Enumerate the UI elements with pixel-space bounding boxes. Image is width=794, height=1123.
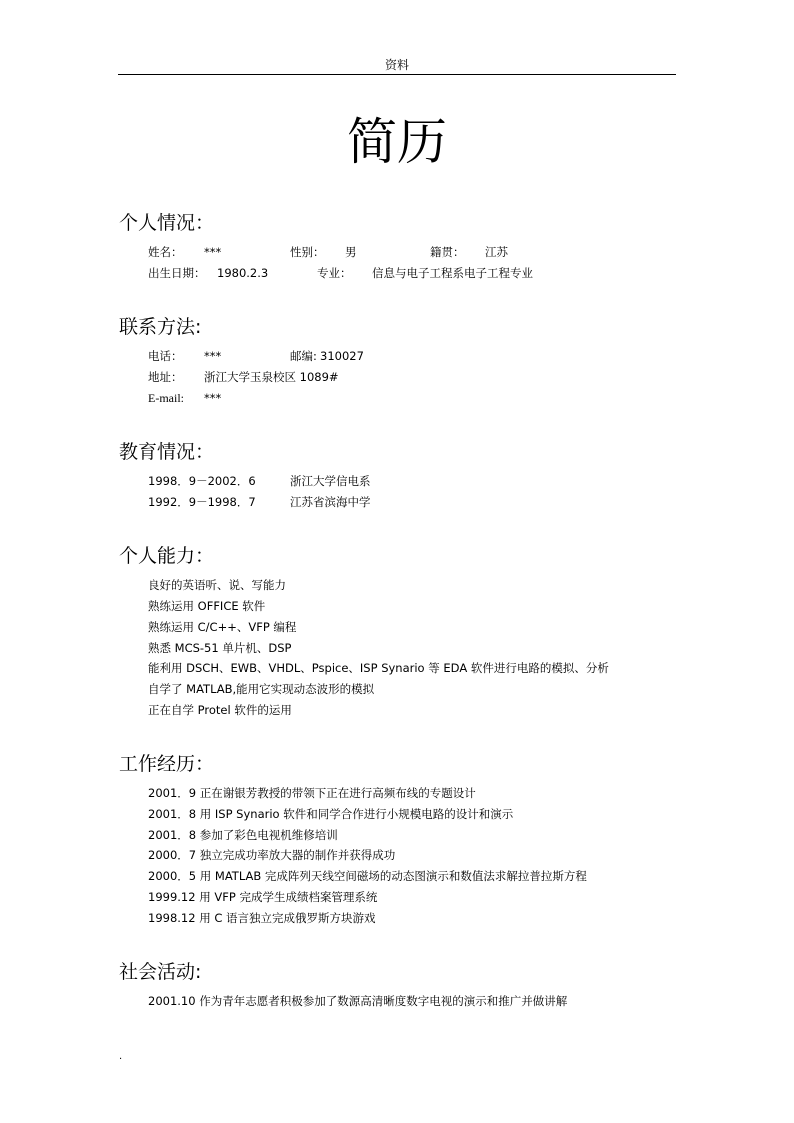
work-item: 2001．8 用 ISP Synario 软件和同学合作进行小规模电路的设计和演示 — [148, 807, 514, 821]
section-heading-education: 教育情况： — [119, 441, 215, 463]
origin-label: 籍贯： — [430, 245, 465, 259]
work-item: 2001．8 参加了彩色电视机维修培训 — [148, 828, 338, 842]
zip-label: 邮编: — [290, 349, 317, 363]
page-header: 资料 — [118, 56, 676, 75]
work-item: 1998.12 用 C 语言独立完成俄罗斯方块游戏 — [148, 911, 376, 925]
work-item: 2000．7 独立完成功率放大器的制作并获得成功 — [148, 848, 396, 862]
email-value: *** — [204, 391, 222, 405]
page-title: 简历 — [347, 113, 447, 171]
education-period: 1998．9－2002．6 — [148, 474, 256, 488]
skill-item: 熟练运用 C/C++、VFP 编程 — [148, 620, 297, 634]
work-item: 2001．9 正在谢银芳教授的带领下正在进行高频布线的专题设计 — [148, 786, 476, 800]
phone-label: 电话： — [148, 349, 183, 363]
work-item: 2000．5 用 MATLAB 完成阵列天线空间磁场的动态图演示和数值法求解拉普拉斯方程 — [148, 869, 587, 883]
section-heading-work: 工作经历： — [119, 753, 215, 775]
education-period: 1992．9－1998．7 — [148, 495, 256, 509]
section-heading-skills: 个人能力： — [119, 545, 215, 567]
skill-item: 熟练运用 OFFICE 软件 — [148, 599, 266, 613]
skill-item: 正在自学 Protel 软件的运用 — [148, 703, 292, 717]
birth-label: 出生日期： — [148, 266, 206, 280]
address-value: 浙江大学玉泉校区 1089# — [204, 370, 339, 384]
social-item: 2001.10 作为青年志愿者积极参加了数源高清晰度数字电视的演示和推广并做讲解 — [148, 994, 568, 1008]
section-heading-personal: 个人情况： — [119, 212, 215, 234]
phone-value: *** — [204, 349, 222, 363]
gender-label: 性别： — [290, 245, 325, 259]
skill-item: 熟悉 MCS-51 单片机、DSP — [148, 641, 292, 655]
zip-value: 310027 — [320, 349, 364, 363]
skill-item: 自学了 MATLAB,能用它实现动态波形的模拟 — [148, 682, 375, 696]
name-label: 姓名： — [148, 245, 183, 259]
skill-item: 良好的英语听、说、写能力 — [148, 578, 286, 592]
major-value: 信息与电子工程系电子工程专业 — [372, 266, 533, 280]
skill-item: 能利用 DSCH、EWB、VHDL、Pspice、ISP Synario 等 EDA 软件进行电路的模拟、分析 — [148, 661, 609, 675]
email-label: E-mail: — [148, 391, 184, 405]
origin-value: 江苏 — [485, 245, 508, 259]
section-heading-contact: 联系方法: — [119, 316, 202, 338]
section-heading-social: 社会活动: — [119, 961, 202, 983]
birth-value: 1980.2.3 — [217, 266, 269, 280]
name-value: *** — [204, 245, 222, 259]
footer-mark: . — [119, 1051, 123, 1062]
gender-value: 男 — [345, 245, 357, 259]
major-label: 专业： — [317, 266, 352, 280]
education-school: 江苏省滨海中学 — [290, 495, 371, 509]
work-item: 1999.12 用 VFP 完成学生成绩档案管理系统 — [148, 890, 378, 904]
address-label: 地址： — [148, 370, 183, 384]
education-school: 浙江大学信电系 — [290, 474, 371, 488]
